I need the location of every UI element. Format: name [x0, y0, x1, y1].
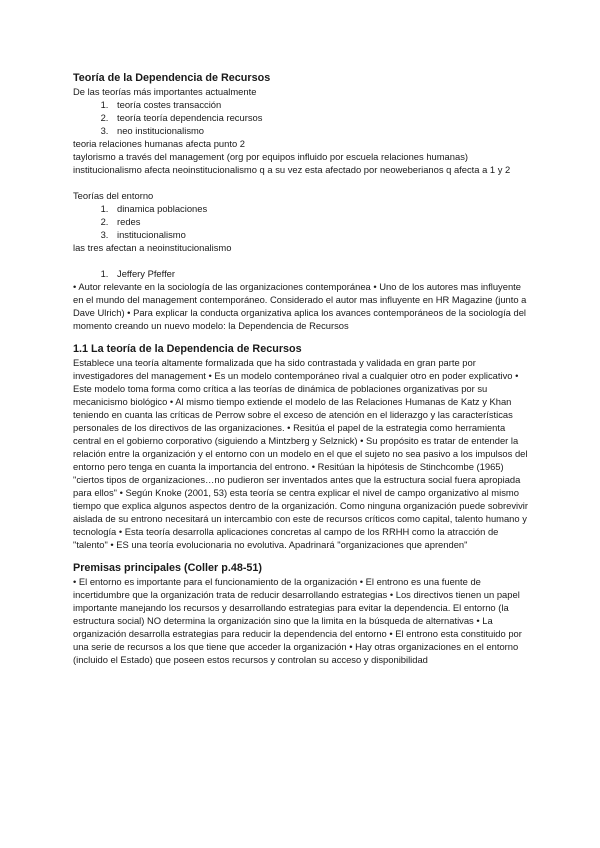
note-line: teoria relaciones humanas afecta punto 2: [73, 138, 245, 149]
list-item: 3. institucionalismo: [111, 228, 528, 241]
author-list: [73, 267, 528, 280]
spacer: [73, 332, 528, 342]
note-line: las tres afectan a neoinstitucionalismo: [73, 242, 232, 253]
list-item: 1. teoría costes transacción: [111, 98, 528, 111]
author-paragraph: • Autor relevante en la sociología de las organizaciones contemporánea • Uno de los autores mas influyente en el mundo del management contemporáneo. Considerado el autor mas influyente en HR Magazine (junto a Dave Ulrich) • Para explicar la conducta organizativa aplica los avances contemporáneos de la sociología del momento creando un nuevo modelo: la Dependencia de Recursos: [73, 281, 527, 331]
premises-paragraph: • El entorno es importante para el funcionamiento de la organización • El entrono es una fuente de incertidumbre que la organización trata de reducir desarrollando estrategias • Los directivos tienen un papel importante manejando los recursos y desarrollando estrategias para evitar la dependencia. El entorno (la estructura social) NO determina la organización sino que la limita en la búsqueda de alternativas • La organización desarrolla estrategias para reducir la dependencia del entorno • El entrono esta constituido por una serie de recursos a los que tiene que acceder la organización • Hay otras organizaciones en el entorno (incluido el Estado) que poseen estos recursos y controlan su acceso y disponibilidad: [73, 576, 522, 665]
list-item: 1. Jeffery Pfeffer: [111, 267, 528, 280]
list-item: 3. neo institucionalismo: [111, 124, 528, 137]
section-title-entorno: Teorías del entorno: [73, 190, 154, 201]
document-content: [73, 71, 528, 666]
theory-paragraph: Establece una teoría altamente formalizada que ha sido contrastada y validada en gran parte por investigadores del management • Es un modelo contemporáneo rival a cualquier otro en poder explicativo • Este modelo toma forma como crítica a las teorías de dinámica de poblaciones organizativas por su mecanicismo biológico • Al mismo tiempo extiende el modelo de las Relaciones Humanas de Katz y Khan teniendo en cuanta las críticas de Perrow sobre el exceso de atención en el liderazgo y las características personales de los directivos de las organizaciones. • Resitúa el papel de la estrategia como herramienta central en el gobierno corporativo (siguiendo a Mintzberg y Selznick) • Su propósito es tratar de entender la relación entre la organización y el entorno con un modelo en el que el sujeto no sea pasivo a los impulsos del entorno pero tenga en cuanta la importancia del entrono. • Resitúan la hipótesis de Stinchcombe (1965) "ciertos tipos de organizaciones…no pudieron ser inventados antes que la estructura social fuera apropiada para ellos" • Según Knoke (2001, 53) esta teoría se centra explicar el nivel de campo organizativo al mismo tiempo que explica algunos aspectos dentro de la organización. Como ninguna organización puede sobrevivir aislada de su entrono necesitará un intercambio con este de recursos críticos como capital, talento humano y tecnología • Esta teoría desarrolla aplicaciones concretas al campo de los RRHH como la atracción de "talento" • ES una teoría evolucionaria no evolutiva. Apadrinará "organizaciones que aprenden": [73, 357, 528, 550]
spacer: [73, 176, 528, 189]
theories-list: [73, 98, 528, 137]
list-item: 1. dinamica poblaciones: [111, 202, 528, 215]
list-item: 2. redes: [111, 215, 528, 228]
section-title-premisas: Premisas principales (Coller p.48-51): [73, 562, 263, 574]
section-intro: De las teorías más importantes actualmente: [73, 86, 257, 97]
section-title-teoria: 1.1 La teoría de la Dependencia de Recursos: [73, 343, 302, 355]
environment-theories-list: [73, 202, 528, 241]
spacer: [73, 551, 528, 561]
section-title-dependencia: Teoría de la Dependencia de Recursos: [73, 72, 271, 84]
note-line: institucionalismo afecta neoinstitucionalismo q a su vez esta afectado por neoweberianos q afecta a 1 y 2: [73, 164, 511, 175]
list-item: 2. teoría teoría dependencia recursos: [111, 111, 528, 124]
spacer: [73, 254, 528, 267]
note-line: taylorismo a través del management (org por equipos influido por escuela relaciones humanas): [73, 151, 469, 162]
